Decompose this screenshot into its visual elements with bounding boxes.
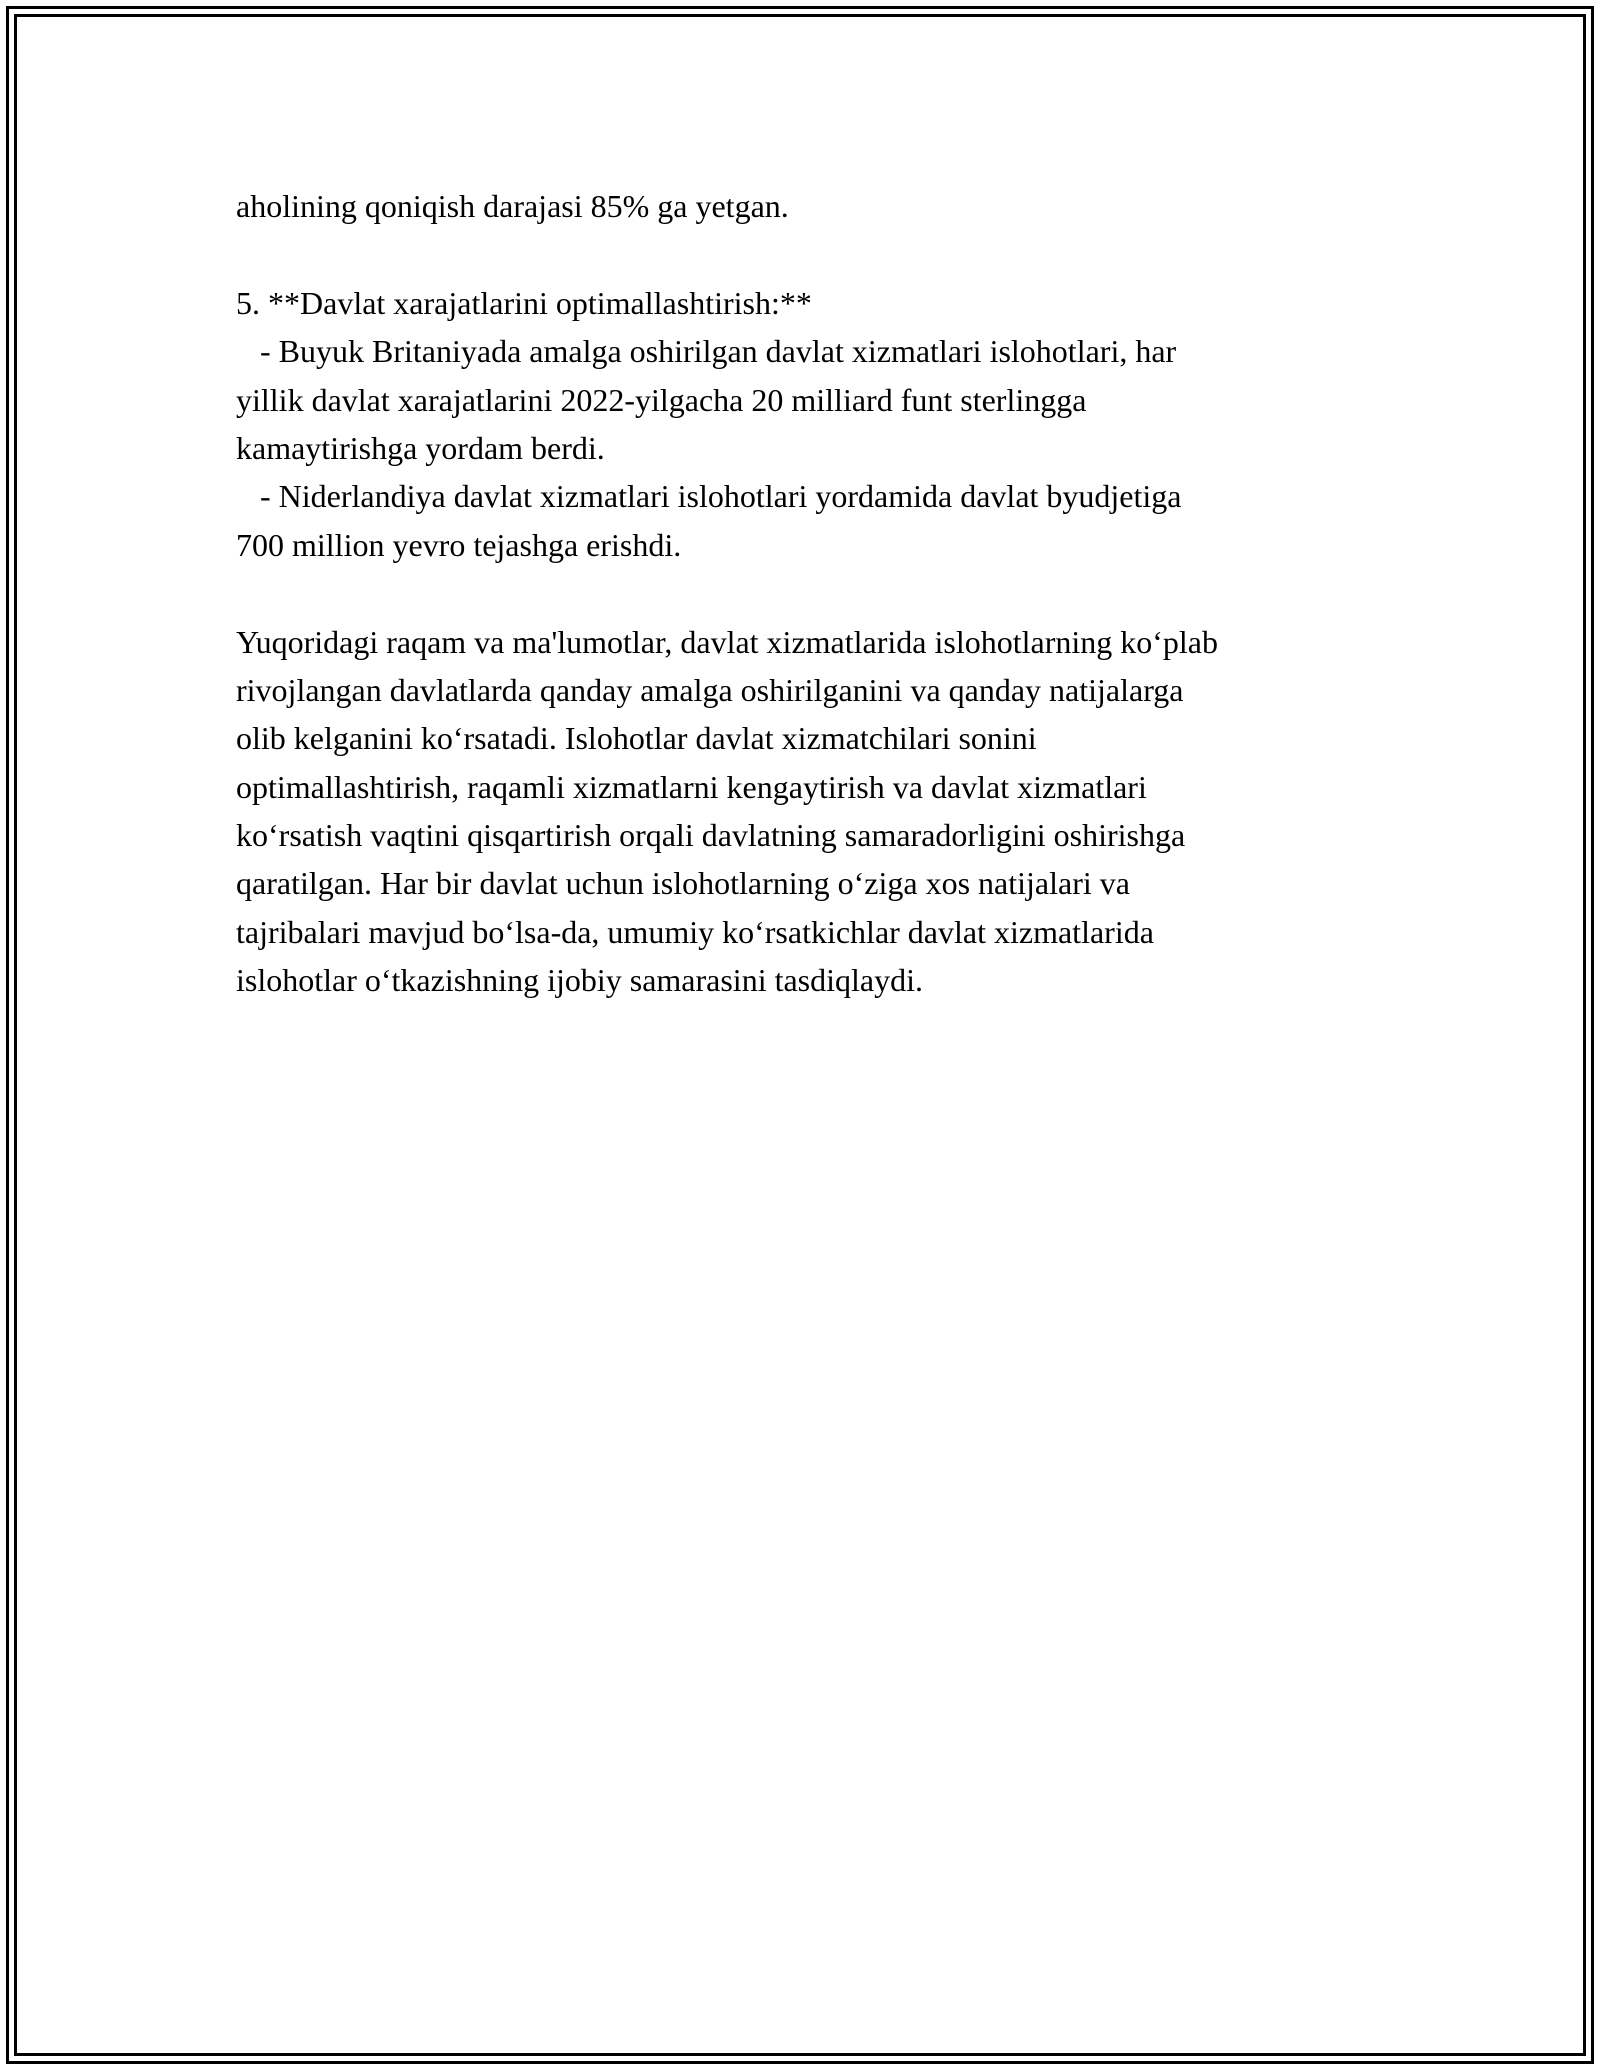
text-line: tajribalari mavjud bo‘lsa-da, umumiy ko‘rsatkichlar davlat xizmatlarida <box>236 913 1154 950</box>
text-line: qaratilgan. Har bir davlat uchun islohotlarning o‘ziga xos natijalari va <box>236 865 1130 902</box>
text-line: - Buyuk Britaniyada amalga oshirilgan davlat xizmatlari islohotlari, har <box>236 333 1177 370</box>
blank-line <box>236 569 1396 617</box>
section-heading: 5. **Davlat xarajatlarini optimallashtirish:** <box>236 284 812 321</box>
blank-line <box>236 230 1396 278</box>
text-line: aholining qoniqish darajasi 85% ga yetgan. <box>236 188 789 224</box>
text-line: 700 million yevro tejashga erishdi. <box>236 526 682 563</box>
text-line: olib kelganini ko‘rsatadi. Islohotlar davlat xizmatchilari sonini <box>236 720 1037 757</box>
text-line: islohotlar o‘tkazishning ijobiy samarasini tasdiqlaydi. <box>236 962 923 999</box>
text-line: yillik davlat xarajatlarini 2022-yilgacha 20 milliard funt sterlingga <box>236 381 1087 418</box>
text-line: ko‘rsatish vaqtini qisqartirish orqali davlatning samaradorligini oshirishga <box>236 817 1186 854</box>
text-line: kamaytirishga yordam berdi. <box>236 429 605 466</box>
text-line: - Niderlandiya davlat xizmatlari islohotlari yordamida davlat byudjetiga <box>236 478 1182 515</box>
document-body <box>236 182 1396 1005</box>
text-line: rivojlangan davlatlarda qanday amalga oshirilganini va qanday natijalarga <box>236 671 1184 708</box>
text-line: Yuqoridagi raqam va ma'lumotlar, davlat xizmatlarida islohotlarning ko‘plab <box>236 623 1218 660</box>
text-line: optimallashtirish, raqamli xizmatlarni kengaytirish va davlat xizmatlari <box>236 768 1147 805</box>
